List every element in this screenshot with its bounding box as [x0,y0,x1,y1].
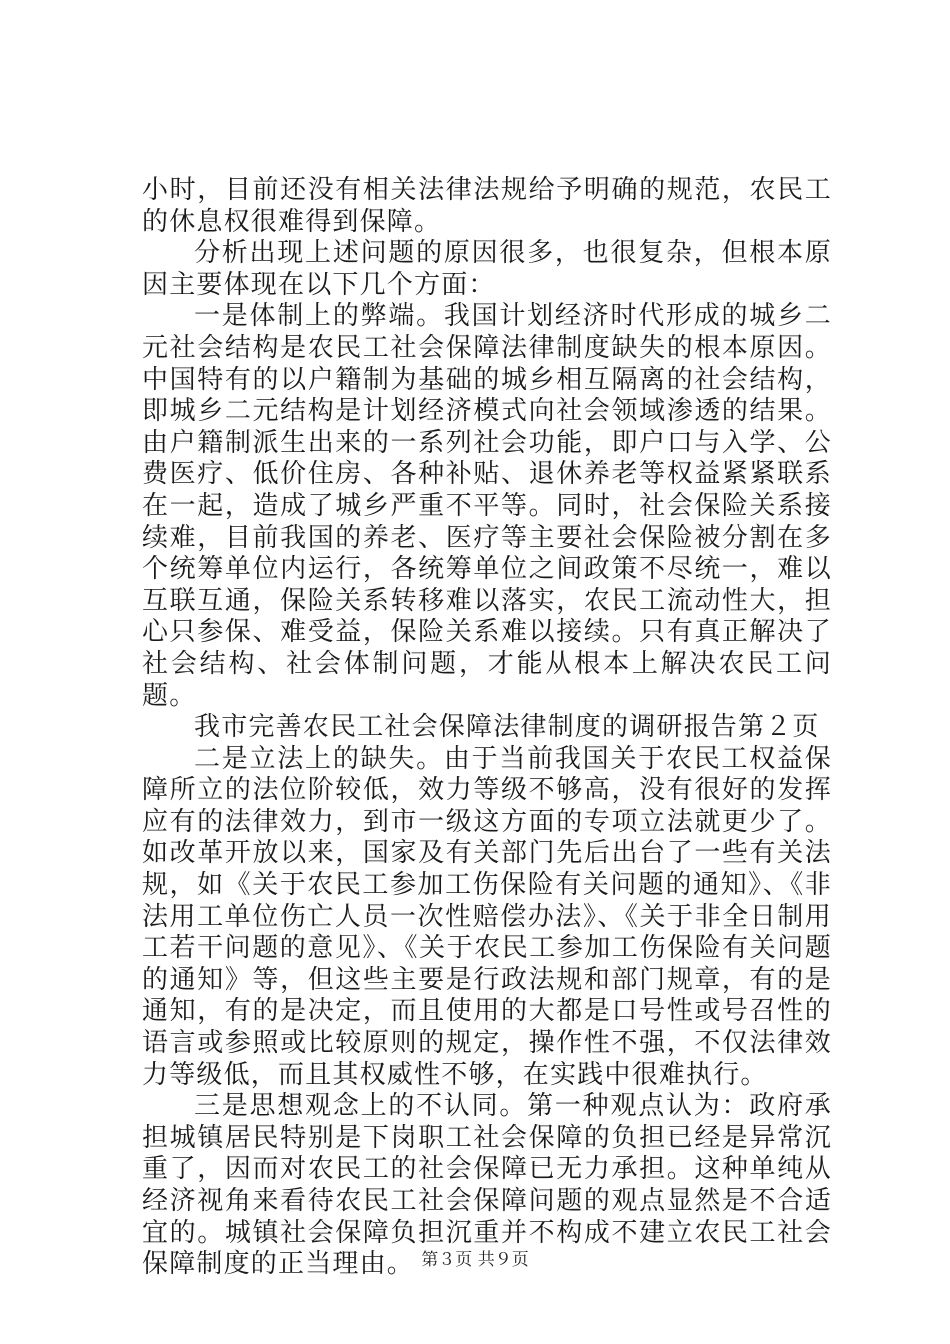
paragraph: 二是立法上的缺失。由于当前我国关于农民工权益保障所立的法位阶较低，效力等级不够高，没有很好的发挥应有的法律效力，到市一级这方面的专项立法就更少了。如改革开放以来，国家及有关部门先后出台了一些有关法规，如《关于农民工参加工伤保险有关问题的通知》、《非法用工单位伤亡人员一次性赔偿办法》、《关于非全日制用工若干问题的意见》、《关于农民工参加工伤保险有关问题的通知》等，但这些主要是行政法规和部门规章，有的是通知，有的是决定，而且使用的大都是口号性或号召性的语言或参照或比较原则的规定，操作性不强，不仅法律效力等级低，而且其权威性不够，在实践中很难执行。 [142,743,832,1090]
paragraph: 三是思想观念上的不认同。第一种观点认为：政府承担城镇居民特别是下岗职工社会保障的负担已经是异常沉重了，因而对农民工的社会保障已无力承担。这种单纯从经济视角来看待农民工社会保障问题的观点显然是不合适宜的。城镇社会保障负担沉重并不构成不建立农民工社会保障制度的正当理由。 [142,1091,832,1280]
paragraph: 分析出现上述问题的原因很多，也很复杂，但根本原因主要体现在以下几个方面： [142,238,832,300]
paragraph: 小时，目前还没有相关法律法规给予明确的规范，农民工的休息权很难得到保障。 [142,175,832,237]
document-body [142,175,832,1281]
page-footer: 第３页 共９页 [421,1250,529,1270]
paragraph: 一是体制上的弊端。我国计划经济时代形成的城乡二元社会结构是农民工社会保障法律制度缺失的根本原因。中国特有的以户籍制为基础的城乡相互隔离的社会结构，即城乡二元结构是计划经济模式向社会领域渗透的结果。由户籍制派生出来的一系列社会功能，即户口与入学、公费医疗、低价住房、各种补贴、退休养老等权益紧紧联系在一起，造成了城乡严重不平等。同时，社会保险关系接续难，目前我国的养老、医疗等主要社会保险被分割在多个统筹单位内运行，各统筹单位之间政策不尽统一，难以互联互通，保险关系转移难以落实，农民工流动性大，担心只参保、难受益，保险关系难以接续。只有真正解决了社会结构、社会体制问题，才能从根本上解决农民工问题。 [142,301,832,711]
paragraph-heading: 我市完善农民工社会保障法律制度的调研报告第２页 [194,712,820,743]
